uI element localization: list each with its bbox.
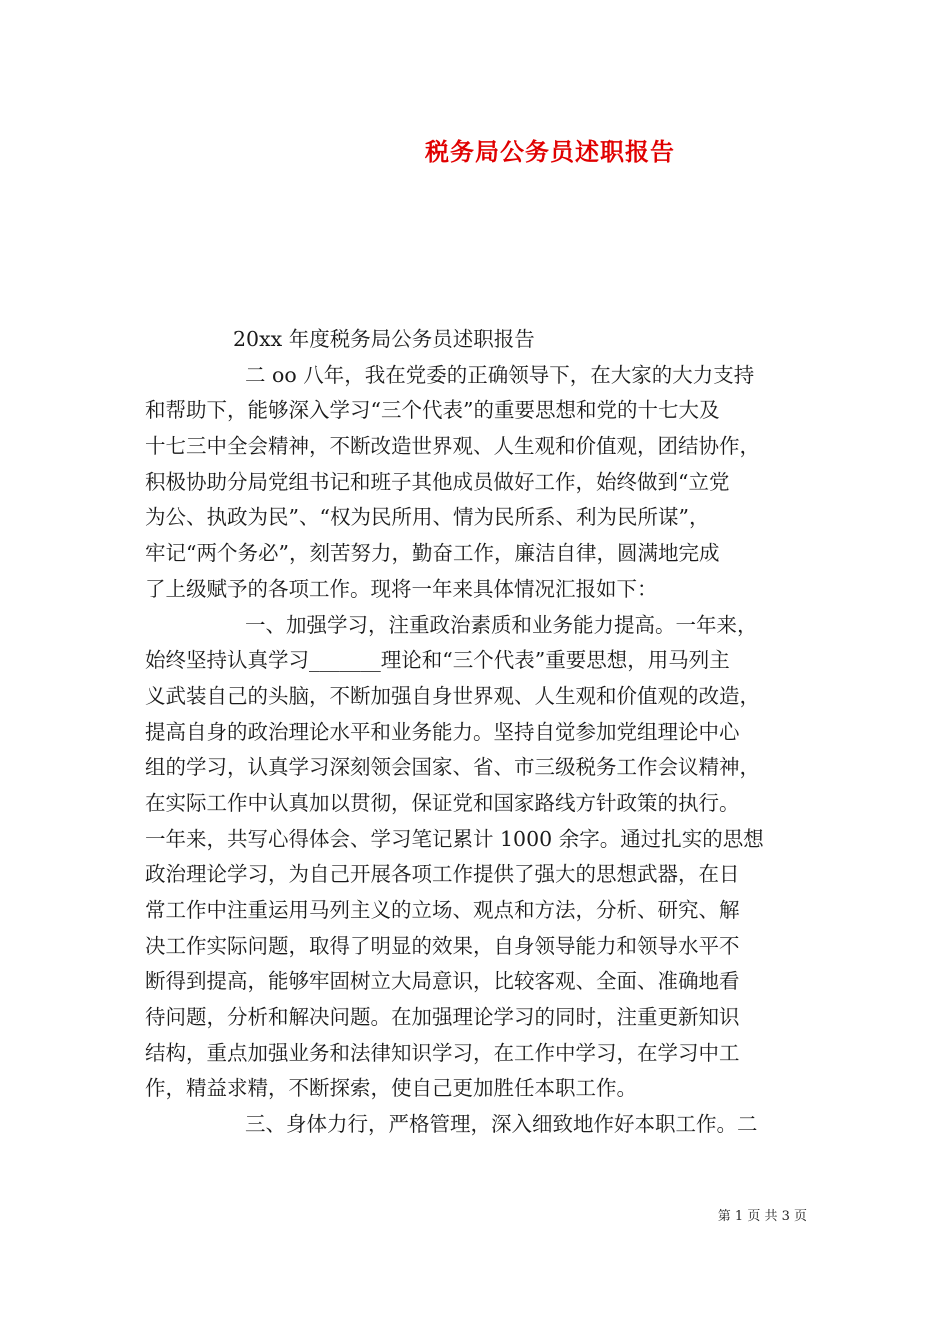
document-subtitle: 20xx 年度税务局公务员述职报告 xyxy=(233,327,535,351)
paragraph-line: 积极协助分局党组书记和班子其他成员做好工作，始终做到“立党 xyxy=(145,469,730,494)
paragraph-line: 一年来，共写心得体会、学习笔记累计 1000 余字。通过扎实的思想 xyxy=(145,826,764,851)
paragraph-line: 牢记“两个务必”，刻苦努力，勤奋工作，廉洁自律，圆满地完成 xyxy=(145,541,720,566)
paragraph-line: 断得到提高，能够牢固树立大局意识，比较客观、全面、准确地看 xyxy=(145,969,740,994)
document-body xyxy=(145,322,815,1143)
paragraph-line: 义武装自己的头脑，不断加强自身世界观、人生观和价值观的改造， xyxy=(145,683,760,708)
paragraph-line: 待问题，分析和解决问题。在加强理论学习的同时，注重更新知识 xyxy=(145,1005,740,1030)
paragraph-line: 十七三中全会精神，不断改造世界观、人生观和价值观，团结协作， xyxy=(145,434,760,459)
paragraph-line: 常工作中注重运用马列主义的立场、观点和方法，分析、研究、解 xyxy=(145,898,740,922)
paragraph-line: 一、加强学习，注重政治素质和业务能力提高。一年来， xyxy=(245,612,758,637)
paragraph-line: 提高自身的政治理论水平和业务能力。坚持自觉参加党组理论中心 xyxy=(145,719,740,744)
document-title: 税务局公务员述职报告 xyxy=(425,137,675,166)
paragraph-line: 了上级赋予的各项工作。现将一年来具体情况汇报如下： xyxy=(145,576,658,601)
paragraph-line: 和帮助下，能够深入学习“三个代表”的重要思想和党的十七大及 xyxy=(145,398,720,423)
paragraph-line: 始终坚持认真学习_______理论和“三个代表”重要思想，用马列主 xyxy=(145,648,730,673)
paragraph-line: 政治理论学习，为自己开展各项工作提供了强大的思想武器，在日 xyxy=(145,862,740,887)
paragraph-line: 三、身体力行，严格管理，深入细致地作好本职工作。二 xyxy=(245,1112,758,1137)
paragraph-line: 二 oo 八年，我在党委的正确领导下，在大家的大力支持 xyxy=(245,362,755,387)
page-footer: 第 1 页 共 3 页 xyxy=(717,1209,807,1224)
paragraph-line: 在实际工作中认真加以贯彻，保证党和国家路线方针政策的执行。 xyxy=(145,790,740,815)
paragraph-line: 组的学习，认真学习深刻领会国家、省、市三级税务工作会议精神， xyxy=(145,755,760,780)
paragraph-line: 决工作实际问题，取得了明显的效果，自身领导能力和领导水平不 xyxy=(145,933,740,958)
paragraph-line: 为公、执政为民”、“权为民所用、情为民所系、利为民所谋”， xyxy=(145,505,710,530)
paragraph-line: 结构，重点加强业务和法律知识学习，在工作中学习，在学习中工 xyxy=(145,1040,740,1065)
paragraph-line: 作，精益求精，不断探索，使自己更加胜任本职工作。 xyxy=(145,1076,637,1101)
